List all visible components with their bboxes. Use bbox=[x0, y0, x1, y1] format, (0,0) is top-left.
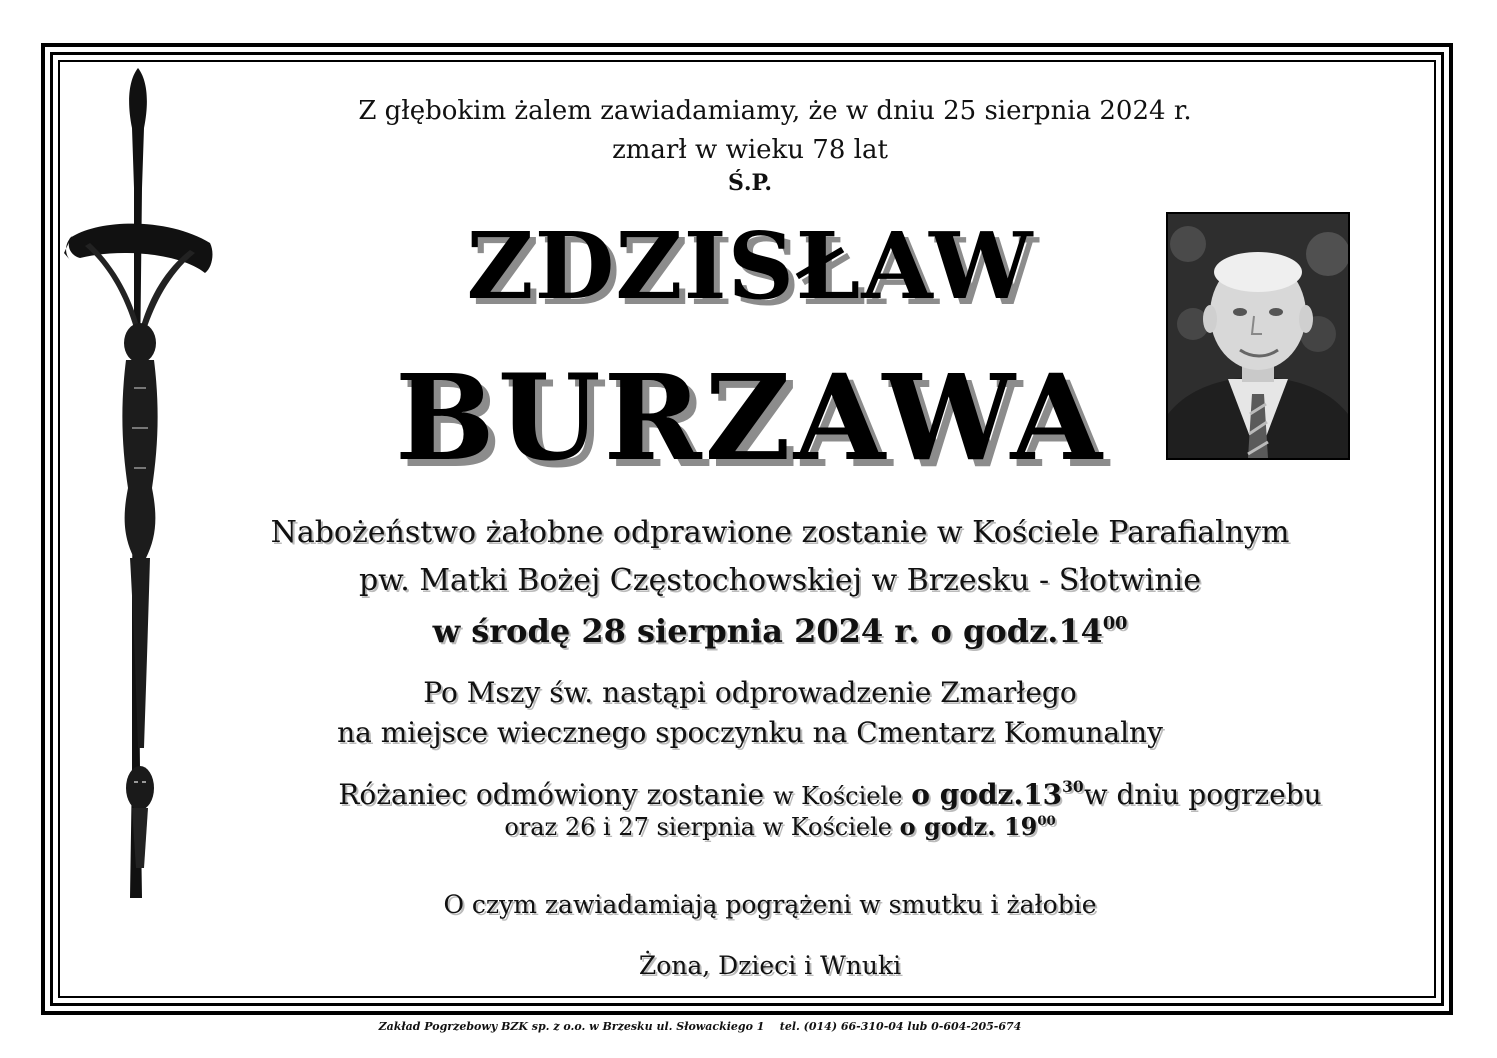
closing-notice: O czym zawiadamiają pogrążeni w smutku i żałobie bbox=[443, 890, 1097, 919]
intro-line-1: Z głębokim żalem zawiadamiamy, że w dniu 25 sierpnia 2024 r. bbox=[358, 96, 1192, 126]
rosary-text-a: Różaniec odmówiony zostanie bbox=[338, 778, 765, 811]
crucifix-icon bbox=[60, 68, 220, 898]
rosary-line-2 bbox=[250, 812, 1310, 841]
rosary-text-b: w Kościele bbox=[772, 782, 903, 810]
after-mass-line-1: Po Mszy św. nastąpi odprowadzenie Zmarłego bbox=[423, 676, 1077, 709]
service-line-1: Nabożeństwo żałobne odprawione zostanie w Kościele Parafialnym bbox=[270, 515, 1290, 550]
deceased-first-name: ZDZISŁAW bbox=[466, 212, 1034, 320]
rosary-text-c: w dniu pogrzebu bbox=[1083, 778, 1322, 811]
service-date bbox=[200, 612, 1360, 650]
rosary-text-d: oraz 26 i 27 sierpnia w Kościele bbox=[504, 813, 892, 841]
rosary-time-1-minutes: 30 bbox=[1062, 778, 1084, 797]
footer-phone: tel. (014) 66-310-04 lub 0-604-205-674 bbox=[779, 1020, 1022, 1033]
footer-company: Zakład Pogrzebowy BZK sp. z o.o. w Brzesku ul. Słowackiego 1 bbox=[378, 1020, 765, 1033]
rosary-time-2: o godz. 19 bbox=[899, 812, 1038, 841]
service-date-text: w środę 28 sierpnia 2024 r. o godz.14 bbox=[432, 612, 1103, 650]
after-mass-line-2: na miejsce wiecznego spoczynku na Cmentarz Komunalny bbox=[337, 716, 1163, 749]
service-line-2: pw. Matki Bożej Częstochowskiej w Brzesku - Słotwinie bbox=[358, 563, 1202, 598]
honorific: Ś.P. bbox=[727, 170, 773, 196]
footer bbox=[200, 1020, 1200, 1033]
family-signature: Żona, Dzieci i Wnuki bbox=[638, 951, 902, 980]
deceased-last-name: BURZAWA bbox=[394, 348, 1106, 487]
portrait-photo bbox=[1166, 212, 1350, 460]
rosary-time-1: o godz.13 bbox=[911, 778, 1063, 811]
rosary-time-2-minutes: 00 bbox=[1037, 813, 1056, 829]
portrait-image bbox=[1168, 214, 1348, 458]
rosary-line-1 bbox=[250, 778, 1410, 811]
intro-line-2: zmarł w wieku 78 lat bbox=[612, 135, 888, 165]
service-date-minutes: 00 bbox=[1102, 612, 1128, 634]
